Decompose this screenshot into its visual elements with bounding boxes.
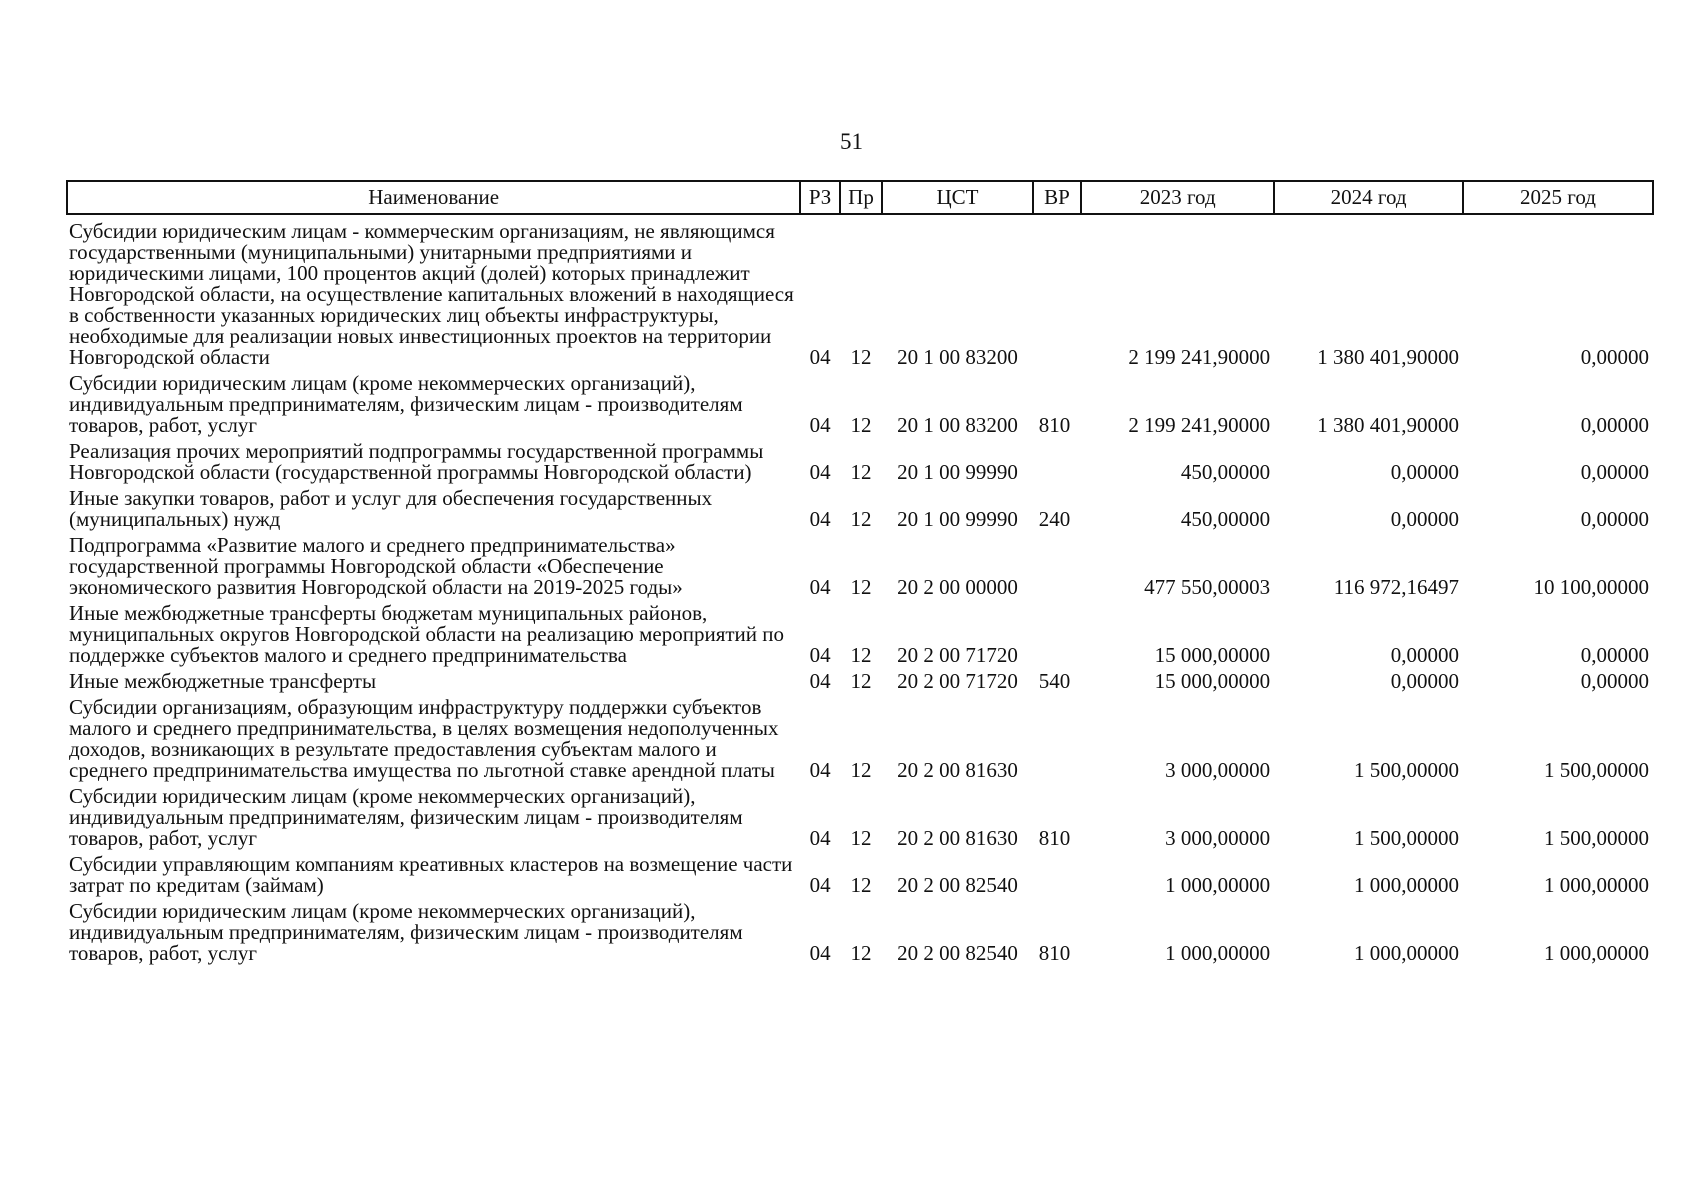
row-2023: 2 199 241,90000 <box>1128 345 1271 369</box>
row-pr: 12 <box>850 873 872 897</box>
row-2025: 1 000,00000 <box>1544 941 1649 965</box>
table-row <box>67 783 1653 851</box>
header-name: Наименование <box>67 181 800 214</box>
header-rz: РЗ <box>800 181 839 214</box>
row-2023: 15 000,00000 <box>1154 669 1271 693</box>
header-2023: 2023 год <box>1081 181 1274 214</box>
table-row <box>67 214 1653 370</box>
row-cst: 20 2 00 71720 <box>897 643 1018 667</box>
row-rz: 04 <box>809 413 831 437</box>
row-2025: 0,00000 <box>1580 643 1649 667</box>
row-vr: 810 <box>1038 941 1071 965</box>
row-2023: 477 550,00003 <box>1144 575 1271 599</box>
row-cst: 20 1 00 99990 <box>897 507 1018 531</box>
row-name: Субсидии управляющим компаниям креативных кластеров на возмещение части затрат по кредитам (займам) <box>69 852 793 897</box>
row-2024: 116 972,16497 <box>1333 575 1460 599</box>
row-vr: 810 <box>1038 826 1071 850</box>
row-2025: 1 000,00000 <box>1544 873 1649 897</box>
row-2023: 450,00000 <box>1180 460 1271 484</box>
header-pr: Пр <box>840 181 882 214</box>
row-vr: 540 <box>1038 669 1071 693</box>
row-cst: 20 1 00 83200 <box>897 345 1018 369</box>
row-name: Иные межбюджетные трансферты <box>69 669 377 693</box>
row-2025: 0,00000 <box>1580 669 1649 693</box>
row-2025: 0,00000 <box>1580 507 1649 531</box>
row-rz: 04 <box>809 873 831 897</box>
row-rz: 04 <box>809 345 831 369</box>
row-2024: 0,00000 <box>1390 669 1460 693</box>
row-vr <box>1033 851 1081 898</box>
table-row <box>67 532 1653 600</box>
row-vr <box>1033 600 1081 668</box>
table-row <box>67 851 1653 898</box>
table-row <box>67 438 1653 485</box>
row-2023: 15 000,00000 <box>1154 643 1271 667</box>
row-2024: 1 380 401,90000 <box>1317 345 1460 369</box>
row-name: Иные закупки товаров, работ и услуг для обеспечения государственных (муниципальных) нужд <box>69 486 713 531</box>
row-cst: 20 1 00 83200 <box>897 413 1018 437</box>
row-rz: 04 <box>809 758 831 782</box>
budget-table <box>66 180 1654 966</box>
row-name: Иные межбюджетные трансферты бюджетам муниципальных районов, муниципальных округов Новгородской области на реализацию мероприятий по поддержке субъектов малого и среднего предпринимательства <box>69 601 784 667</box>
row-2023: 1 000,00000 <box>1165 873 1271 897</box>
table-row <box>67 600 1653 668</box>
table-row <box>67 898 1653 966</box>
row-pr: 12 <box>850 413 872 437</box>
row-name: Субсидии юридическим лицам (кроме некоммерческих организаций), индивидуальным предпринимателям, физическим лицам - производителям товаров, работ, услуг <box>69 784 743 850</box>
row-cst: 20 2 00 81630 <box>897 758 1018 782</box>
row-2023: 3 000,00000 <box>1165 826 1271 850</box>
row-2023: 450,00000 <box>1180 507 1271 531</box>
row-pr: 12 <box>850 460 872 484</box>
row-rz: 04 <box>809 669 831 693</box>
table-row <box>67 485 1653 532</box>
row-2025: 1 500,00000 <box>1544 826 1649 850</box>
row-rz: 04 <box>809 575 831 599</box>
row-rz: 04 <box>809 826 831 850</box>
row-cst: 20 2 00 82540 <box>897 873 1018 897</box>
row-2023: 2 199 241,90000 <box>1128 413 1271 437</box>
header-2024: 2024 год <box>1274 181 1463 214</box>
row-pr: 12 <box>850 826 872 850</box>
row-2025: 0,00000 <box>1580 345 1649 369</box>
row-name: Субсидии юридическим лицам (кроме некоммерческих организаций), индивидуальным предпринимателям, физическим лицам - производителям товаров, работ, услуг <box>69 899 743 965</box>
table-row <box>67 370 1653 438</box>
row-2024: 1 500,00000 <box>1354 826 1460 850</box>
row-2024: 1 380 401,90000 <box>1317 413 1460 437</box>
row-pr: 12 <box>850 575 872 599</box>
row-2024: 0,00000 <box>1390 643 1460 667</box>
row-2024: 1 000,00000 <box>1354 941 1460 965</box>
row-name: Субсидии юридическим лицам (кроме некоммерческих организаций), индивидуальным предпринимателям, физическим лицам - производителям товаров, работ, услуг <box>69 371 743 437</box>
table-row <box>67 668 1653 694</box>
page-number: 51 <box>840 129 863 154</box>
table-row <box>67 694 1653 783</box>
row-rz: 04 <box>809 507 831 531</box>
row-rz: 04 <box>809 460 831 484</box>
row-pr: 12 <box>850 941 872 965</box>
row-pr: 12 <box>850 758 872 782</box>
row-2024: 1 000,00000 <box>1354 873 1460 897</box>
row-cst: 20 2 00 82540 <box>897 941 1018 965</box>
row-vr <box>1033 532 1081 600</box>
row-cst: 20 2 00 00000 <box>897 575 1018 599</box>
row-2024: 1 500,00000 <box>1354 758 1460 782</box>
row-cst: 20 2 00 71720 <box>897 669 1018 693</box>
row-vr <box>1033 694 1081 783</box>
row-vr: 240 <box>1038 507 1071 531</box>
row-2023: 1 000,00000 <box>1165 941 1271 965</box>
row-name: Субсидии организациям, образующим инфраструктуру поддержки субъектов малого и среднего предпринимательства, в целях возмещения недополученных доходов, возникающих в результате предоставления субъектам малого и среднего предпринимательства имущества по льготной ставке арендной платы <box>69 695 779 782</box>
row-2025: 0,00000 <box>1580 413 1649 437</box>
table-header-row <box>67 181 1653 214</box>
row-2025: 0,00000 <box>1580 460 1649 484</box>
row-2025: 1 500,00000 <box>1544 758 1649 782</box>
row-2024: 0,00000 <box>1390 507 1460 531</box>
header-2025: 2025 год <box>1463 181 1653 214</box>
row-vr: 810 <box>1038 413 1071 437</box>
row-2024: 0,00000 <box>1390 460 1460 484</box>
row-pr: 12 <box>850 345 872 369</box>
row-vr <box>1033 438 1081 485</box>
row-vr <box>1033 214 1081 370</box>
row-cst: 20 1 00 99990 <box>897 460 1018 484</box>
row-rz: 04 <box>809 941 831 965</box>
row-cst: 20 2 00 81630 <box>897 826 1018 850</box>
row-name: Субсидии юридическим лицам - коммерческим организациям, не являющимся государственными (муниципальными) унитарными предприятиями и юридическими лицами, 100 процентов акций (долей) которых принадлежит Новгородской области, на осуществление капитальных вложений в находящиеся в собственности указанных юридических лиц объекты инфраструктуры, необходимые для реализации новых инвестиционных проектов на территории Новгородской области <box>69 219 794 369</box>
row-2023: 3 000,00000 <box>1165 758 1271 782</box>
row-pr: 12 <box>850 643 872 667</box>
row-pr: 12 <box>850 669 872 693</box>
row-rz: 04 <box>809 643 831 667</box>
row-pr: 12 <box>850 507 872 531</box>
header-cst: ЦСТ <box>882 181 1033 214</box>
row-name: Реализация прочих мероприятий подпрограммы государственной программы Новгородской области (государственной программы Новгородской области) <box>69 439 764 484</box>
row-name: Подпрограмма «Развитие малого и среднего предпринимательства» государственной программы Новгородской области «Обеспечение экономического развития Новгородской области на 2019-2025 годы» <box>69 533 683 599</box>
row-2025: 10 100,00000 <box>1533 575 1649 599</box>
header-vr: ВР <box>1033 181 1081 214</box>
